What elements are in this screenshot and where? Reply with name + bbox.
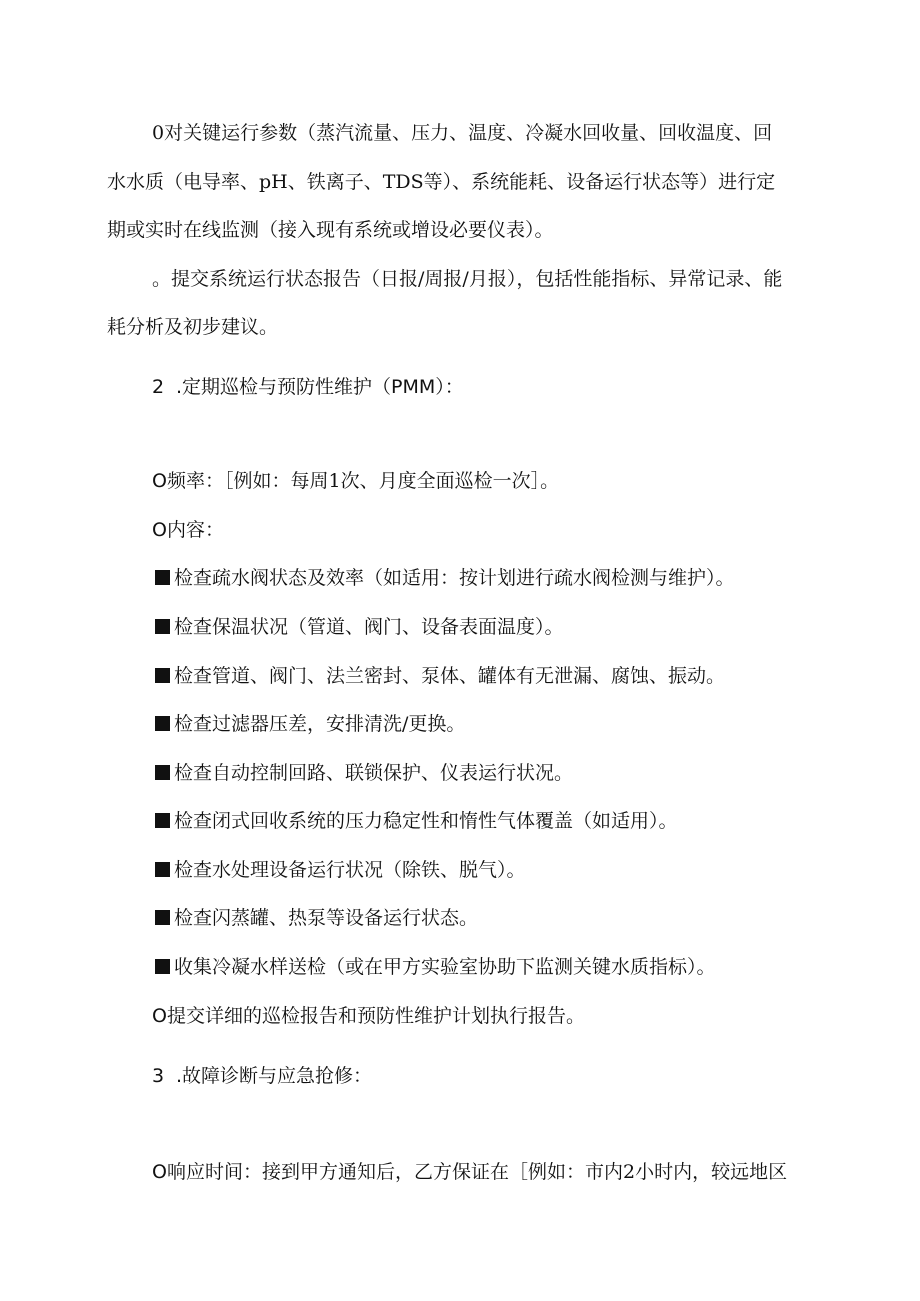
bullet-marker: 。: [152, 268, 172, 290]
report-line: [152, 1004, 585, 1028]
square-bullet-icon: [155, 862, 170, 877]
report-text: 提交详细的巡检报告和预防性维护计划执行报告。: [166, 1005, 585, 1027]
monitoring-para2-line2: 耗分析及初步建议。: [107, 316, 279, 338]
section-number: 3: [152, 1065, 165, 1087]
content-line: [152, 518, 224, 542]
section-title: .定期巡检与预防性维护（PMM）：: [176, 376, 464, 398]
response-text: 接到甲方通知后，乙方保证在［例如：市内2小时内，较远地区: [261, 1161, 788, 1183]
text: 对关键运行参数（蒸汽流量、压力、温度、冷凝水回收量、回收温度、回: [164, 122, 773, 144]
monitoring-para2-line1: [152, 267, 782, 291]
frequency-label: 频率：: [166, 470, 224, 492]
section-number: 2: [152, 376, 165, 398]
monitoring-para1-line2: 水水质（电导率、pH、铁离子、TDS等）、系统能耗、设备运行状态等）进行定: [107, 171, 776, 193]
section-title: .故障诊断与应急抢修：: [176, 1065, 373, 1087]
square-bullet-icon: [155, 619, 170, 634]
checklist-item: 检查疏水阀状态及效率（如适用：按计划进行疏水阀检测与维护）。: [155, 566, 735, 590]
square-bullet-icon: [155, 813, 170, 828]
bullet-marker: O: [152, 470, 167, 492]
response-time-line: [152, 1160, 787, 1184]
content-label: 内容：: [166, 519, 224, 541]
checklist-item: 检查闭式回收系统的压力稳定性和惰性气体覆盖（如适用）。: [155, 809, 678, 833]
checklist-item: 检查过滤器压差，安排清洗/更换。: [155, 712, 465, 736]
square-bullet-icon: [155, 570, 170, 585]
square-bullet-icon: [155, 765, 170, 780]
bullet-marker: O: [152, 519, 167, 541]
checklist-item: 检查保温状况（管道、阀门、设备表面温度）。: [155, 615, 564, 639]
checklist-item: 收集冷凝水样送检（或在甲方实验室协助下监测关键水质指标）。: [155, 955, 716, 979]
text: 提交系统运行状态报告（日报/周报/月报），包括性能指标、异常记录、能: [171, 268, 783, 290]
monitoring-para1-line1: [152, 121, 772, 145]
bullet-marker: O: [152, 1005, 167, 1027]
section2-heading: [152, 375, 464, 399]
frequency-text: ［例如：每周1次、月度全面巡检一次］。: [223, 470, 560, 492]
section3-heading: [152, 1064, 372, 1088]
frequency-line: [152, 469, 559, 493]
bullet-marker: 0: [152, 122, 165, 144]
square-bullet-icon: [155, 716, 170, 731]
square-bullet-icon: [155, 668, 170, 683]
response-label: 响应时间：: [166, 1161, 262, 1183]
checklist-item: 检查闪蒸罐、热泵等设备运行状态。: [155, 906, 478, 930]
checklist-item: 检查管道、阀门、法兰密封、泵体、罐体有无泄漏、腐蚀、振动。: [155, 664, 725, 688]
square-bullet-icon: [155, 910, 170, 925]
checklist-item: 检查水处理设备运行状况（除铁、脱气）。: [155, 858, 526, 882]
bullet-marker: O: [152, 1161, 167, 1183]
checklist-item: 检查自动控制回路、联锁保护、仪表运行状况。: [155, 761, 573, 785]
square-bullet-icon: [155, 959, 170, 974]
monitoring-para1-line3: 期或实时在线监测（接入现有系统或增设必要仪表）。: [107, 219, 554, 241]
